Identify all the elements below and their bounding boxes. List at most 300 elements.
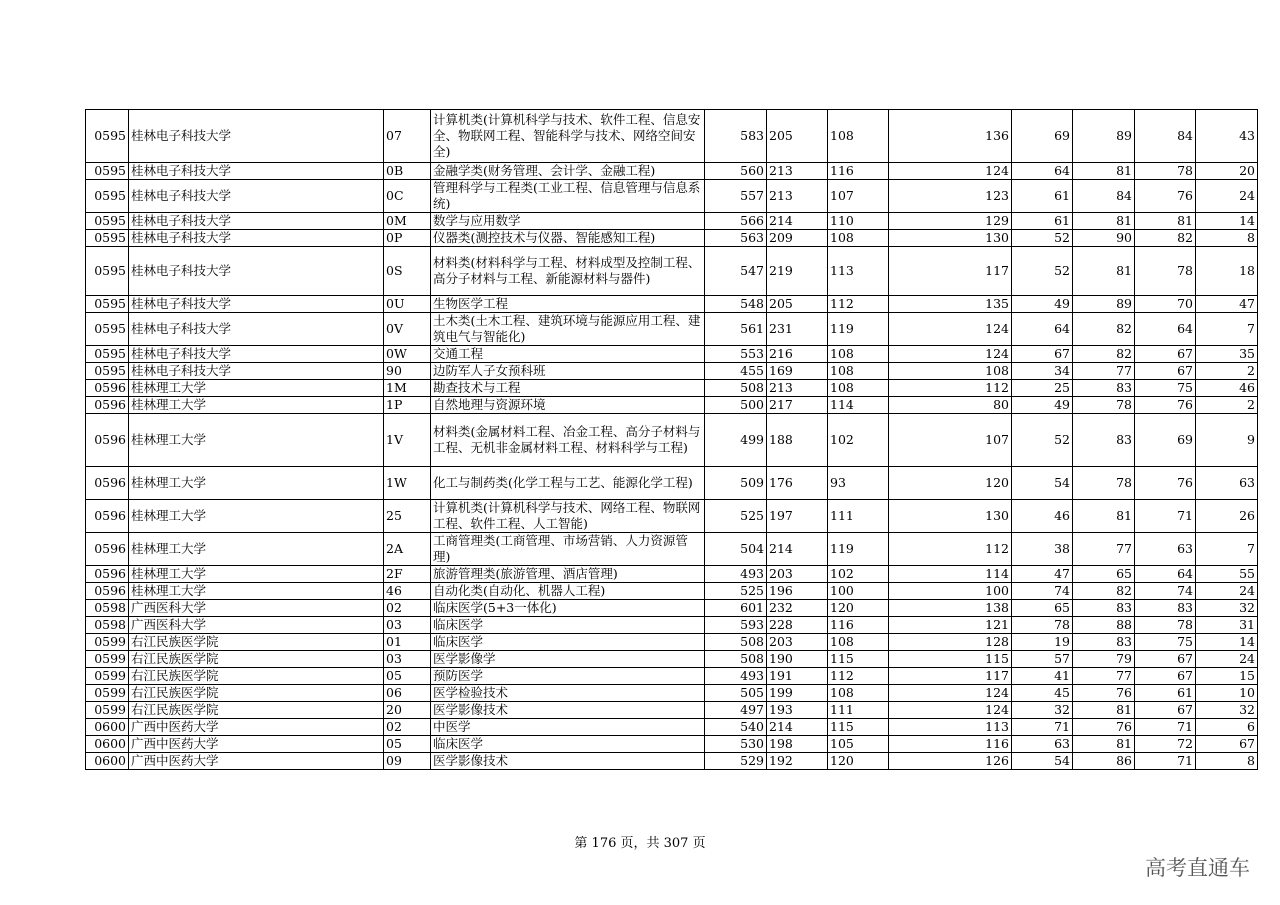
- table-row: [86, 600, 1258, 617]
- major-code-cell: 1P: [384, 397, 431, 414]
- total-score-cell: 508: [705, 634, 767, 651]
- score-col-2-cell: 214: [767, 213, 828, 230]
- score-col-4-cell: 114: [889, 566, 1012, 583]
- score-col-5-cell: 19: [1012, 634, 1073, 651]
- score-col-6-cell: 78: [1073, 467, 1135, 500]
- score-col-8-cell: 67: [1196, 736, 1258, 753]
- total-score-cell: 493: [705, 668, 767, 685]
- score-col-2-cell: 228: [767, 617, 828, 634]
- score-col-7-cell: 81: [1135, 213, 1196, 230]
- total-score-cell: 505: [705, 685, 767, 702]
- total-score-cell: 583: [705, 110, 767, 163]
- table-row: [86, 719, 1258, 736]
- score-col-3-cell: 119: [828, 533, 889, 566]
- total-score-cell: 525: [705, 500, 767, 533]
- school-name-cell: 桂林电子科技大学: [129, 180, 384, 213]
- major-name-cell: 工商管理类(工商管理、市场营销、人力资源管理): [431, 533, 705, 566]
- table-row: [86, 736, 1258, 753]
- score-col-8-cell: 2: [1196, 363, 1258, 380]
- school-name-cell: 广西医科大学: [129, 600, 384, 617]
- total-score-cell: 557: [705, 180, 767, 213]
- score-col-5-cell: 64: [1012, 313, 1073, 346]
- score-col-3-cell: 108: [828, 363, 889, 380]
- score-col-2-cell: 213: [767, 180, 828, 213]
- score-col-4-cell: 108: [889, 363, 1012, 380]
- score-col-6-cell: 78: [1073, 397, 1135, 414]
- table-row: [86, 230, 1258, 247]
- major-code-cell: 0S: [384, 247, 431, 296]
- score-col-3-cell: 120: [828, 753, 889, 770]
- major-code-cell: 0M: [384, 213, 431, 230]
- score-col-4-cell: 128: [889, 634, 1012, 651]
- school-code-cell: 0599: [86, 651, 129, 668]
- score-col-6-cell: 76: [1073, 719, 1135, 736]
- score-col-5-cell: 52: [1012, 230, 1073, 247]
- score-col-5-cell: 61: [1012, 213, 1073, 230]
- total-score-cell: 500: [705, 397, 767, 414]
- table-row: [86, 702, 1258, 719]
- score-col-2-cell: 205: [767, 110, 828, 163]
- score-col-7-cell: 84: [1135, 110, 1196, 163]
- score-col-2-cell: 213: [767, 380, 828, 397]
- score-col-6-cell: 81: [1073, 736, 1135, 753]
- major-name-cell: 计算机类(计算机科学与技术、网络工程、物联网工程、软件工程、人工智能): [431, 500, 705, 533]
- major-code-cell: 03: [384, 651, 431, 668]
- table-row: [86, 583, 1258, 600]
- major-code-cell: 09: [384, 753, 431, 770]
- major-code-cell: 2A: [384, 533, 431, 566]
- school-code-cell: 0596: [86, 380, 129, 397]
- major-name-cell: 化工与制药类(化学工程与工艺、能源化学工程): [431, 467, 705, 500]
- score-col-6-cell: 89: [1073, 110, 1135, 163]
- score-col-6-cell: 83: [1073, 634, 1135, 651]
- score-col-5-cell: 78: [1012, 617, 1073, 634]
- score-col-2-cell: 213: [767, 163, 828, 180]
- score-col-6-cell: 82: [1073, 583, 1135, 600]
- total-score-cell: 553: [705, 346, 767, 363]
- score-col-6-cell: 81: [1073, 247, 1135, 296]
- major-name-cell: 旅游管理类(旅游管理、酒店管理): [431, 566, 705, 583]
- score-col-3-cell: 108: [828, 634, 889, 651]
- score-col-2-cell: 214: [767, 533, 828, 566]
- school-code-cell: 0599: [86, 685, 129, 702]
- major-name-cell: 材料类(材料科学与工程、材料成型及控制工程、高分子材料与工程、新能源材料与器件): [431, 247, 705, 296]
- score-col-4-cell: 120: [889, 467, 1012, 500]
- score-col-4-cell: 124: [889, 685, 1012, 702]
- score-col-8-cell: 20: [1196, 163, 1258, 180]
- score-table: [85, 109, 1258, 770]
- major-name-cell: 交通工程: [431, 346, 705, 363]
- score-col-2-cell: 198: [767, 736, 828, 753]
- school-code-cell: 0595: [86, 110, 129, 163]
- major-code-cell: 02: [384, 719, 431, 736]
- score-col-3-cell: 110: [828, 213, 889, 230]
- school-name-cell: 桂林电子科技大学: [129, 363, 384, 380]
- school-code-cell: 0595: [86, 180, 129, 213]
- score-col-3-cell: 114: [828, 397, 889, 414]
- major-code-cell: 07: [384, 110, 431, 163]
- total-score-cell: 593: [705, 617, 767, 634]
- table-row: [86, 380, 1258, 397]
- school-code-cell: 0600: [86, 736, 129, 753]
- school-code-cell: 0596: [86, 500, 129, 533]
- major-name-cell: 临床医学: [431, 617, 705, 634]
- school-code-cell: 0599: [86, 634, 129, 651]
- score-col-3-cell: 102: [828, 566, 889, 583]
- score-col-7-cell: 67: [1135, 702, 1196, 719]
- major-code-cell: 02: [384, 600, 431, 617]
- score-col-4-cell: 135: [889, 296, 1012, 313]
- score-col-6-cell: 77: [1073, 668, 1135, 685]
- score-col-5-cell: 69: [1012, 110, 1073, 163]
- school-code-cell: 0595: [86, 313, 129, 346]
- score-col-2-cell: 205: [767, 296, 828, 313]
- table-row: [86, 668, 1258, 685]
- score-col-7-cell: 83: [1135, 600, 1196, 617]
- score-col-4-cell: 124: [889, 163, 1012, 180]
- score-col-2-cell: 199: [767, 685, 828, 702]
- table-row: [86, 414, 1258, 467]
- total-score-cell: 560: [705, 163, 767, 180]
- score-col-7-cell: 67: [1135, 651, 1196, 668]
- table-body: [86, 110, 1258, 770]
- major-name-cell: 生物医学工程: [431, 296, 705, 313]
- major-name-cell: 中医学: [431, 719, 705, 736]
- score-col-5-cell: 41: [1012, 668, 1073, 685]
- score-col-4-cell: 124: [889, 346, 1012, 363]
- score-col-3-cell: 112: [828, 296, 889, 313]
- school-code-cell: 0596: [86, 533, 129, 566]
- score-col-8-cell: 7: [1196, 313, 1258, 346]
- score-col-2-cell: 190: [767, 651, 828, 668]
- major-name-cell: 临床医学: [431, 736, 705, 753]
- score-col-8-cell: 63: [1196, 467, 1258, 500]
- major-code-cell: 46: [384, 583, 431, 600]
- school-name-cell: 桂林理工大学: [129, 414, 384, 467]
- score-col-3-cell: 119: [828, 313, 889, 346]
- score-col-7-cell: 76: [1135, 180, 1196, 213]
- school-code-cell: 0595: [86, 213, 129, 230]
- score-col-4-cell: 116: [889, 736, 1012, 753]
- major-name-cell: 金融学类(财务管理、会计学、金融工程): [431, 163, 705, 180]
- score-col-5-cell: 52: [1012, 414, 1073, 467]
- score-col-7-cell: 63: [1135, 533, 1196, 566]
- table-row: [86, 163, 1258, 180]
- table-row: [86, 313, 1258, 346]
- school-name-cell: 右江民族医学院: [129, 668, 384, 685]
- school-code-cell: 0599: [86, 668, 129, 685]
- score-col-3-cell: 93: [828, 467, 889, 500]
- score-col-8-cell: 24: [1196, 651, 1258, 668]
- major-code-cell: 03: [384, 617, 431, 634]
- school-name-cell: 广西医科大学: [129, 617, 384, 634]
- school-name-cell: 桂林电子科技大学: [129, 296, 384, 313]
- score-col-2-cell: 231: [767, 313, 828, 346]
- score-col-3-cell: 105: [828, 736, 889, 753]
- score-col-8-cell: 6: [1196, 719, 1258, 736]
- score-col-6-cell: 82: [1073, 313, 1135, 346]
- score-col-3-cell: 108: [828, 685, 889, 702]
- school-name-cell: 桂林电子科技大学: [129, 213, 384, 230]
- major-code-cell: 1V: [384, 414, 431, 467]
- score-col-5-cell: 71: [1012, 719, 1073, 736]
- total-score-cell: 540: [705, 719, 767, 736]
- school-name-cell: 右江民族医学院: [129, 702, 384, 719]
- score-col-2-cell: 203: [767, 566, 828, 583]
- score-col-7-cell: 67: [1135, 363, 1196, 380]
- score-col-8-cell: 43: [1196, 110, 1258, 163]
- school-name-cell: 右江民族医学院: [129, 634, 384, 651]
- score-col-8-cell: 32: [1196, 702, 1258, 719]
- table-row: [86, 533, 1258, 566]
- score-col-6-cell: 82: [1073, 346, 1135, 363]
- score-col-5-cell: 46: [1012, 500, 1073, 533]
- score-col-5-cell: 54: [1012, 467, 1073, 500]
- score-col-4-cell: 100: [889, 583, 1012, 600]
- score-col-6-cell: 77: [1073, 363, 1135, 380]
- school-name-cell: 广西中医药大学: [129, 719, 384, 736]
- score-col-7-cell: 78: [1135, 617, 1196, 634]
- major-code-cell: 01: [384, 634, 431, 651]
- score-col-6-cell: 81: [1073, 213, 1135, 230]
- major-name-cell: 材料类(金属材料工程、冶金工程、高分子材料与工程、无机非金属材料工程、材料科学与工程): [431, 414, 705, 467]
- school-name-cell: 桂林电子科技大学: [129, 163, 384, 180]
- score-col-3-cell: 111: [828, 702, 889, 719]
- major-code-cell: 0P: [384, 230, 431, 247]
- score-col-3-cell: 108: [828, 230, 889, 247]
- score-col-5-cell: 38: [1012, 533, 1073, 566]
- score-col-2-cell: 203: [767, 634, 828, 651]
- major-name-cell: 边防军人子女预科班: [431, 363, 705, 380]
- score-col-3-cell: 102: [828, 414, 889, 467]
- table-row: [86, 296, 1258, 313]
- score-col-8-cell: 9: [1196, 414, 1258, 467]
- table-row: [86, 397, 1258, 414]
- score-col-2-cell: 214: [767, 719, 828, 736]
- school-name-cell: 桂林电子科技大学: [129, 230, 384, 247]
- score-col-5-cell: 54: [1012, 753, 1073, 770]
- major-name-cell: 医学检验技术: [431, 685, 705, 702]
- total-score-cell: 548: [705, 296, 767, 313]
- score-col-8-cell: 8: [1196, 753, 1258, 770]
- school-name-cell: 广西中医药大学: [129, 736, 384, 753]
- table-row: [86, 180, 1258, 213]
- school-name-cell: 桂林电子科技大学: [129, 110, 384, 163]
- score-col-8-cell: 32: [1196, 600, 1258, 617]
- major-name-cell: 土木类(土木工程、建筑环境与能源应用工程、建筑电气与智能化): [431, 313, 705, 346]
- major-code-cell: 0V: [384, 313, 431, 346]
- school-code-cell: 0600: [86, 753, 129, 770]
- score-col-7-cell: 72: [1135, 736, 1196, 753]
- score-col-3-cell: 115: [828, 651, 889, 668]
- total-score-cell: 525: [705, 583, 767, 600]
- major-name-cell: 计算机类(计算机科学与技术、软件工程、信息安全、物联网工程、智能科学与技术、网络空间安全): [431, 110, 705, 163]
- major-name-cell: 勘查技术与工程: [431, 380, 705, 397]
- score-col-3-cell: 108: [828, 346, 889, 363]
- school-code-cell: 0595: [86, 363, 129, 380]
- score-col-7-cell: 71: [1135, 719, 1196, 736]
- major-name-cell: 仪器类(测控技术与仪器、智能感知工程): [431, 230, 705, 247]
- total-score-cell: 601: [705, 600, 767, 617]
- score-col-7-cell: 75: [1135, 634, 1196, 651]
- total-score-cell: 547: [705, 247, 767, 296]
- score-col-7-cell: 76: [1135, 467, 1196, 500]
- table-row: [86, 685, 1258, 702]
- school-name-cell: 桂林理工大学: [129, 583, 384, 600]
- score-col-5-cell: 45: [1012, 685, 1073, 702]
- major-code-cell: 90: [384, 363, 431, 380]
- score-col-6-cell: 83: [1073, 600, 1135, 617]
- score-col-8-cell: 24: [1196, 180, 1258, 213]
- school-code-cell: 0596: [86, 467, 129, 500]
- table-row: [86, 634, 1258, 651]
- total-score-cell: 566: [705, 213, 767, 230]
- score-col-6-cell: 76: [1073, 685, 1135, 702]
- score-col-7-cell: 71: [1135, 753, 1196, 770]
- score-col-6-cell: 81: [1073, 500, 1135, 533]
- score-col-2-cell: 196: [767, 583, 828, 600]
- score-col-4-cell: 80: [889, 397, 1012, 414]
- score-col-3-cell: 113: [828, 247, 889, 296]
- score-col-3-cell: 116: [828, 163, 889, 180]
- score-col-3-cell: 108: [828, 380, 889, 397]
- total-score-cell: 530: [705, 736, 767, 753]
- table-row: [86, 753, 1258, 770]
- major-code-cell: 0W: [384, 346, 431, 363]
- total-score-cell: 504: [705, 533, 767, 566]
- score-col-5-cell: 63: [1012, 736, 1073, 753]
- score-col-8-cell: 7: [1196, 533, 1258, 566]
- score-col-6-cell: 77: [1073, 533, 1135, 566]
- score-col-4-cell: 117: [889, 247, 1012, 296]
- score-col-2-cell: 197: [767, 500, 828, 533]
- score-col-7-cell: 61: [1135, 685, 1196, 702]
- school-name-cell: 广西中医药大学: [129, 753, 384, 770]
- school-name-cell: 桂林电子科技大学: [129, 346, 384, 363]
- score-col-2-cell: 219: [767, 247, 828, 296]
- score-col-7-cell: 78: [1135, 247, 1196, 296]
- score-col-4-cell: 121: [889, 617, 1012, 634]
- score-col-4-cell: 107: [889, 414, 1012, 467]
- table-row: [86, 566, 1258, 583]
- table-row: [86, 617, 1258, 634]
- score-col-3-cell: 108: [828, 110, 889, 163]
- table-row: [86, 213, 1258, 230]
- score-col-2-cell: 176: [767, 467, 828, 500]
- score-col-4-cell: 112: [889, 380, 1012, 397]
- school-name-cell: 桂林理工大学: [129, 566, 384, 583]
- score-col-2-cell: 232: [767, 600, 828, 617]
- table-row: [86, 363, 1258, 380]
- total-score-cell: 508: [705, 651, 767, 668]
- table-row: [86, 500, 1258, 533]
- score-col-3-cell: 116: [828, 617, 889, 634]
- school-code-cell: 0598: [86, 600, 129, 617]
- score-col-7-cell: 74: [1135, 583, 1196, 600]
- score-col-5-cell: 61: [1012, 180, 1073, 213]
- school-code-cell: 0595: [86, 163, 129, 180]
- score-col-6-cell: 86: [1073, 753, 1135, 770]
- score-col-7-cell: 75: [1135, 380, 1196, 397]
- score-col-8-cell: 46: [1196, 380, 1258, 397]
- major-code-cell: 05: [384, 736, 431, 753]
- score-col-5-cell: 25: [1012, 380, 1073, 397]
- score-col-8-cell: 8: [1196, 230, 1258, 247]
- score-col-8-cell: 31: [1196, 617, 1258, 634]
- score-col-6-cell: 81: [1073, 702, 1135, 719]
- score-col-8-cell: 35: [1196, 346, 1258, 363]
- school-name-cell: 桂林电子科技大学: [129, 313, 384, 346]
- school-name-cell: 桂林理工大学: [129, 500, 384, 533]
- score-col-2-cell: 169: [767, 363, 828, 380]
- major-name-cell: 数学与应用数学: [431, 213, 705, 230]
- score-col-5-cell: 64: [1012, 163, 1073, 180]
- major-code-cell: 05: [384, 668, 431, 685]
- school-code-cell: 0599: [86, 702, 129, 719]
- score-col-7-cell: 67: [1135, 668, 1196, 685]
- school-code-cell: 0595: [86, 247, 129, 296]
- major-code-cell: 20: [384, 702, 431, 719]
- score-col-8-cell: 18: [1196, 247, 1258, 296]
- score-col-6-cell: 83: [1073, 414, 1135, 467]
- school-code-cell: 0598: [86, 617, 129, 634]
- score-col-7-cell: 71: [1135, 500, 1196, 533]
- total-score-cell: 497: [705, 702, 767, 719]
- major-code-cell: 0B: [384, 163, 431, 180]
- school-name-cell: 桂林电子科技大学: [129, 247, 384, 296]
- major-name-cell: 管理科学与工程类(工业工程、信息管理与信息系统): [431, 180, 705, 213]
- table-row: [86, 651, 1258, 668]
- total-score-cell: 529: [705, 753, 767, 770]
- score-col-4-cell: 130: [889, 500, 1012, 533]
- score-col-8-cell: 47: [1196, 296, 1258, 313]
- major-name-cell: 自动化类(自动化、机器人工程): [431, 583, 705, 600]
- score-col-4-cell: 129: [889, 213, 1012, 230]
- school-name-cell: 右江民族医学院: [129, 651, 384, 668]
- major-code-cell: 06: [384, 685, 431, 702]
- school-code-cell: 0596: [86, 583, 129, 600]
- major-code-cell: 1W: [384, 467, 431, 500]
- school-code-cell: 0596: [86, 414, 129, 467]
- school-name-cell: 桂林理工大学: [129, 467, 384, 500]
- score-col-6-cell: 84: [1073, 180, 1135, 213]
- major-name-cell: 自然地理与资源环境: [431, 397, 705, 414]
- school-code-cell: 0596: [86, 566, 129, 583]
- score-col-2-cell: 191: [767, 668, 828, 685]
- score-col-5-cell: 47: [1012, 566, 1073, 583]
- table-row: [86, 346, 1258, 363]
- score-col-6-cell: 65: [1073, 566, 1135, 583]
- score-col-8-cell: 26: [1196, 500, 1258, 533]
- score-col-8-cell: 10: [1196, 685, 1258, 702]
- total-score-cell: 455: [705, 363, 767, 380]
- score-col-6-cell: 83: [1073, 380, 1135, 397]
- score-col-5-cell: 49: [1012, 296, 1073, 313]
- page-number: 第 176 页，共 307 页: [574, 836, 706, 851]
- score-col-4-cell: 124: [889, 702, 1012, 719]
- major-name-cell: 医学影像技术: [431, 702, 705, 719]
- total-score-cell: 561: [705, 313, 767, 346]
- score-col-8-cell: 2: [1196, 397, 1258, 414]
- score-col-3-cell: 120: [828, 600, 889, 617]
- total-score-cell: 509: [705, 467, 767, 500]
- score-col-5-cell: 34: [1012, 363, 1073, 380]
- major-name-cell: 预防医学: [431, 668, 705, 685]
- score-col-5-cell: 65: [1012, 600, 1073, 617]
- score-col-8-cell: 15: [1196, 668, 1258, 685]
- score-col-8-cell: 55: [1196, 566, 1258, 583]
- score-col-8-cell: 24: [1196, 583, 1258, 600]
